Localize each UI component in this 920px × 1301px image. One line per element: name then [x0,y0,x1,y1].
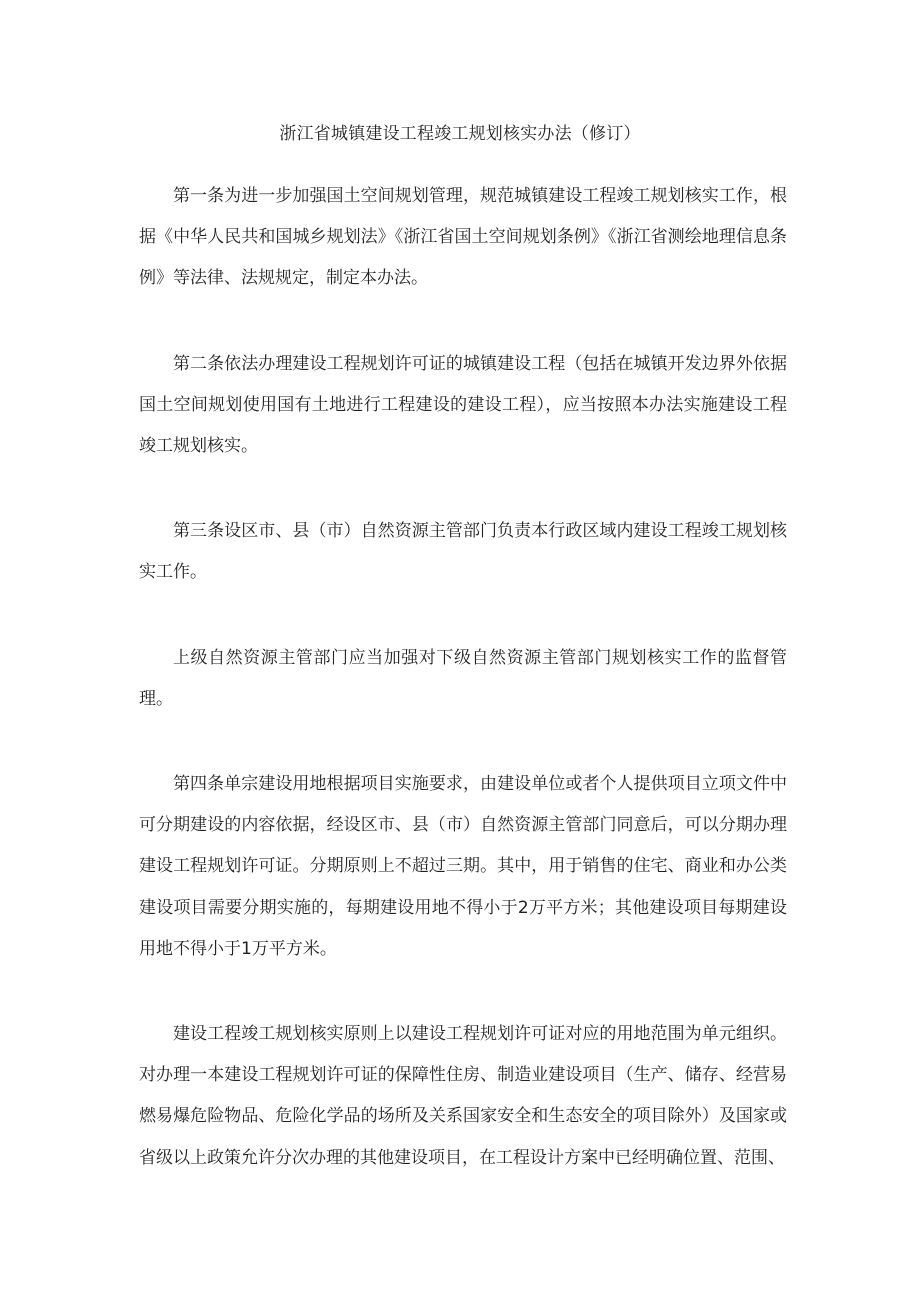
document-body [139,176,787,1223]
document-title: 浙江省城镇建设工程竣工规划核实办法（修订） [279,124,641,144]
paragraph-article-4: 第四条单宗建设用地根据项目实施要求，由建设单位或者个人提供项目立项文件中可分期建设的内容依据，经设区市、县（市）自然资源主管部门同意后，可以分期办理建设工程规划许可证。分期原则上不超过三期。其中，用于销售的住宅、商业和办公类建设项目需要分期实施的，每期建设用地不得小于2万平方米；其他建设项目每期建设用地不得小于1万平方米。 [139,774,787,959]
paragraph-article-2: 第二条依法办理建设工程规划许可证的城镇建设工程（包括在城镇开发边界外依据国土空间规划使用国有土地进行工程建设的建设工程），应当按照本办法实施建设工程竣工规划核实。 [139,353,787,457]
paragraph-article-4-verification: 建设工程竣工规划核实原则上以建设工程规划许可证对应的用地范围为单元组织。对办理一本建设工程规划许可证的保障性住房、制造业建设项目（生产、储存、经营易燃易爆危险物品、危险化学品的场所及关系国家安全和生态安全的项目除外）及国家或省级以上政策允许分次办理的其他建设项目，在工程设计方案中已经明确位置、范围、 [139,1024,787,1168]
paragraph-article-3: 第三条设区市、县（市）自然资源主管部门负责本行政区域内建设工程竣工规划核实工作。 [139,521,787,583]
paragraph-article-3-supervision: 上级自然资源主管部门应当加强对下级自然资源主管部门规划核实工作的监督管理。 [139,647,787,709]
paragraph-article-1: 第一条为进一步加强国土空间规划管理，规范城镇建设工程竣工规划核实工作，根据《中华人民共和国城乡规划法》《浙江省国土空间规划条例》《浙江省测绘地理信息条例》等法律、法规规定，制定本办法。 [139,186,787,289]
